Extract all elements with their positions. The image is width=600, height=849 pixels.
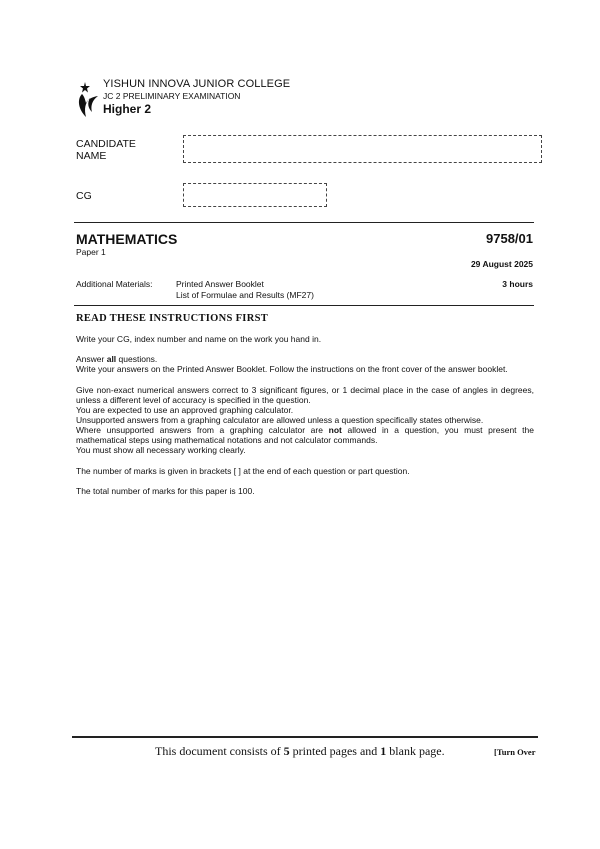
instruction-line: Where unsupported answers from a graphing calculator are not allowed in a question, you must present the mathematical steps using mathematical notations and not calculator commands. <box>76 425 534 445</box>
instruction-paragraph <box>76 354 534 374</box>
instruction-line: You are expected to use an approved graphing calculator. <box>76 405 294 415</box>
turn-over-note: [Turn Over <box>494 747 536 757</box>
page-count-note: This document consists of 5 printed pages and 1 blank page. <box>155 744 445 758</box>
instructions-heading: READ THESE INSTRUCTIONS FIRST <box>76 313 269 324</box>
instruction-paragraph <box>76 466 534 476</box>
instruction-line: Unsupported answers from a graphing calculator are allowed unless a question specifically states otherwise. <box>76 415 484 425</box>
instruction-paragraph <box>76 334 534 344</box>
divider-middle <box>74 305 534 306</box>
instruction-paragraph <box>76 385 534 455</box>
material-item: List of Formulae and Results (MF27) <box>176 290 314 300</box>
paper-number: Paper 1 <box>76 247 106 257</box>
instruction-line: Write your CG, index number and name on the work you hand in. <box>76 334 322 344</box>
subject-code: 9758/01 <box>486 231 533 246</box>
candidate-name-box[interactable] <box>183 135 542 163</box>
candidate-name-label-line1: CANDIDATE <box>76 138 136 150</box>
instruction-line: The total number of marks for this paper is 100. <box>76 486 255 496</box>
divider-footer <box>72 736 538 738</box>
instruction-line: Answer all questions. <box>76 354 158 364</box>
instruction-line: Give non-exact numerical answers correct to 3 significant figures, or 1 decimal place in the case of angles in degrees, unless a different level of accuracy is specified in the question. <box>76 385 534 405</box>
divider-top <box>74 222 534 223</box>
instruction-line: The number of marks is given in brackets [ ] at the end of each question or part question. <box>76 466 410 476</box>
exam-level: Higher 2 <box>103 102 152 116</box>
college-logo-icon <box>76 79 102 119</box>
college-name: YISHUN INNOVA JUNIOR COLLEGE <box>103 78 291 90</box>
exam-date: 29 August 2025 <box>470 259 533 269</box>
cg-box[interactable] <box>183 183 327 207</box>
instruction-line: Write your answers on the Printed Answer Booklet. Follow the instructions on the front cover of the answer booklet. <box>76 364 508 374</box>
exam-duration: 3 hours <box>502 279 533 289</box>
additional-materials-label: Additional Materials: <box>76 279 153 289</box>
cg-label: CG <box>76 190 92 202</box>
exam-name: JC 2 PRELIMINARY EXAMINATION <box>103 91 241 101</box>
instruction-line: You must show all necessary working clearly. <box>76 445 246 455</box>
instruction-paragraph <box>76 486 534 496</box>
candidate-name-label-line2: NAME <box>76 150 107 162</box>
subject-title: MATHEMATICS <box>76 231 178 247</box>
material-item: Printed Answer Booklet <box>176 279 264 289</box>
